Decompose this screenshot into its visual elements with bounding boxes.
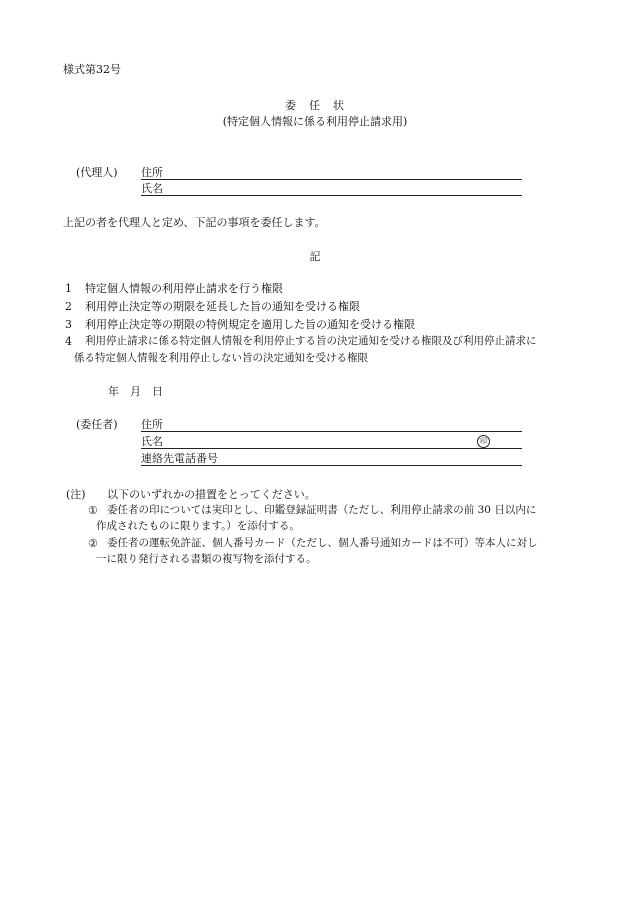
principal-address-line [141, 431, 522, 432]
principal-name-line [141, 448, 522, 449]
principal-phone-label: 連絡先電話番号 [141, 452, 218, 465]
note-marker: ① [88, 504, 98, 517]
item-number: 3 [65, 318, 72, 331]
notes-intro: 以下のいずれかの措置をとってください。 [107, 488, 316, 501]
list-item-continuation: 係る特定個人情報を利用停止しない旨の決定通知を受ける権限 [74, 352, 368, 364]
list-item: 特定個人情報の利用停止請求を行う権限 [85, 282, 283, 295]
seal-mark: 印 [477, 435, 490, 448]
agent-name-line [141, 195, 522, 196]
date-line: 年 月 日 [108, 385, 163, 398]
note-text-continuation: 一に限り発行される書類の複写物を添付する。 [96, 553, 317, 565]
note-text-continuation: 作成されたものに限ります。）を添付する。 [96, 520, 300, 532]
agent-name-label: 氏名 [141, 182, 163, 195]
note-text: 委任者の運転免許証、個人番号カード（ただし、個人番号通知カードは不可）等本人に対し [107, 537, 538, 549]
item-number: 1 [65, 282, 72, 295]
note-marker: ② [88, 537, 98, 550]
list-item: 利用停止決定等の期限の特例規定を適用した旨の通知を受ける権限 [85, 318, 415, 331]
item-number: 2 [65, 300, 72, 313]
document-subtitle: (特定個人情報に係る利用停止請求用) [222, 115, 408, 128]
ki-heading: 記 [309, 250, 321, 263]
list-item: 利用停止請求に係る特定個人情報を利用停止する旨の決定通知を受ける権限及び利用停止請求に [85, 335, 537, 347]
principal-label: (委任者) [76, 418, 118, 431]
principal-address-label: 住所 [141, 418, 163, 431]
agent-label: (代理人) [76, 166, 118, 179]
item-number: 4 [65, 335, 72, 348]
agent-address-label: 住所 [141, 166, 163, 179]
principal-name-label: 氏名 [141, 435, 163, 448]
note-text: 委任者の印については実印とし、印鑑登録証明書（ただし、利用停止請求の前 30 日以内に [107, 504, 537, 516]
delegation-statement: 上記の者を代理人と定め、下記の事項を委任します。 [63, 216, 326, 229]
document-title: 委 任 状 [285, 99, 345, 112]
list-item: 利用停止決定等の期限を延長した旨の通知を受ける権限 [85, 300, 360, 313]
principal-phone-line [141, 465, 522, 466]
notes-label: (注) [66, 488, 86, 501]
agent-address-line [141, 179, 522, 180]
form-number: 様式第32号 [63, 63, 121, 76]
